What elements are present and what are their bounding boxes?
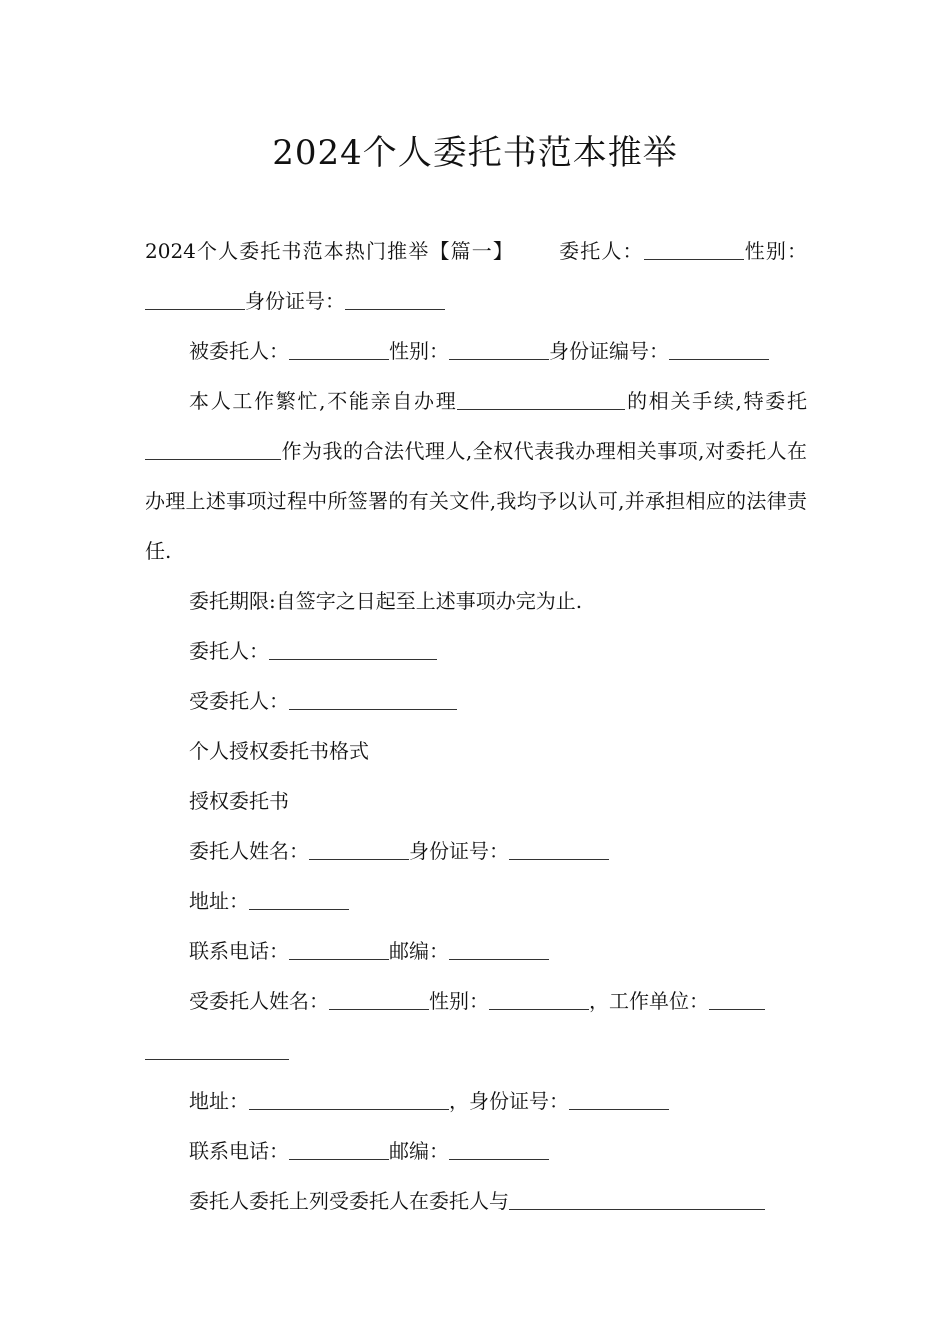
principal-name-label: 委托人姓名：	[189, 839, 309, 863]
work-unit-continuation	[145, 1026, 807, 1076]
section-heading: 2024个人委托书范本热门推举【篇一】	[145, 239, 514, 263]
principal-sign-label: 委托人：	[189, 639, 269, 663]
agent-address-line	[145, 1076, 807, 1126]
principal-phone-label: 联系电话：	[189, 939, 289, 963]
agent-name-blank[interactable]	[329, 989, 429, 1010]
agent-address-blank[interactable]	[249, 1089, 449, 1110]
principal-address-blank[interactable]	[249, 889, 349, 910]
agent-work-unit-label: ，工作单位：	[589, 989, 709, 1013]
principal-address-line	[145, 876, 807, 926]
principal-name-blank[interactable]	[309, 839, 409, 860]
agent-id-label: 身份证编号：	[549, 339, 669, 363]
agent-blank[interactable]	[289, 339, 389, 360]
principal-phone-blank[interactable]	[289, 939, 389, 960]
principal-id-blank[interactable]	[509, 839, 609, 860]
principal-postcode-label: 邮编：	[389, 939, 449, 963]
agent-contact-line	[145, 1126, 807, 1176]
agent-gender-blank[interactable]	[449, 339, 549, 360]
principal-postcode-blank[interactable]	[449, 939, 549, 960]
delegate-blank[interactable]	[145, 439, 281, 460]
entrust-text: 委托人委托上列受委托人在委托人与	[189, 1189, 509, 1213]
auth-text-b: 的相关手续,特委托	[625, 389, 807, 413]
agent-info-paragraph	[145, 326, 807, 376]
principal-contact-line	[145, 926, 807, 976]
agent-postcode-label: 邮编：	[389, 1139, 449, 1163]
term-paragraph: 委托期限:自签字之日起至上述事项办完为止.	[189, 589, 583, 613]
agent-postcode-blank[interactable]	[449, 1139, 549, 1160]
entrust-blank[interactable]	[509, 1189, 765, 1210]
auth-text-c: 作为我的合法代理人,全权代表我办理相关事项,对委托人在办理上述事项过程中所签署的有关文件,我均予以认可,并承担相应的法律责任.	[145, 439, 807, 563]
principal-blank[interactable]	[644, 239, 744, 260]
agent-id-blank[interactable]	[669, 339, 769, 360]
entrust-line	[145, 1176, 807, 1226]
agent-sign-label: 受委托人：	[189, 689, 289, 713]
agent-details-line	[145, 976, 807, 1026]
agent-gender-label: 性别：	[389, 339, 449, 363]
agent-label: 被委托人：	[189, 339, 289, 363]
agent-address-label: 地址：	[189, 1089, 249, 1113]
id-label: 身份证号：	[245, 289, 345, 313]
work-unit-continuation-blank[interactable]	[145, 1039, 289, 1060]
sub-heading: 授权委托书	[189, 789, 289, 813]
principal-sign-line	[145, 626, 807, 676]
agent-id2-label: ，身份证号：	[449, 1089, 569, 1113]
agent-sign-blank[interactable]	[289, 689, 457, 710]
agent-name-label: 受委托人姓名：	[189, 989, 329, 1013]
authorization-paragraph	[145, 376, 807, 576]
principal-name-line	[145, 826, 807, 876]
format-heading: 个人授权委托书格式	[189, 739, 369, 763]
gender-blank[interactable]	[145, 289, 245, 310]
principal-id-label: 身份证号：	[409, 839, 509, 863]
principal-sign-blank[interactable]	[269, 639, 437, 660]
matter-blank[interactable]	[457, 389, 625, 410]
intro-paragraph	[145, 226, 807, 326]
id-blank[interactable]	[345, 289, 445, 310]
agent-phone-label: 联系电话：	[189, 1139, 289, 1163]
gender-label: 性别：	[743, 239, 808, 263]
principal-address-label: 地址：	[189, 889, 249, 913]
auth-text-a: 本人工作繁忙,不能亲自办理	[189, 389, 458, 413]
agent-gender2-label: 性别：	[429, 989, 489, 1013]
agent-sign-line	[145, 676, 807, 726]
agent-phone-blank[interactable]	[289, 1139, 389, 1160]
agent-gender2-blank[interactable]	[489, 989, 589, 1010]
document-body	[145, 226, 807, 1226]
agent-id2-blank[interactable]	[569, 1089, 669, 1110]
document-title: 2024个人委托书范本推举	[272, 133, 678, 173]
principal-label: 委托人：	[557, 239, 644, 263]
agent-work-unit-blank[interactable]	[709, 989, 765, 1010]
